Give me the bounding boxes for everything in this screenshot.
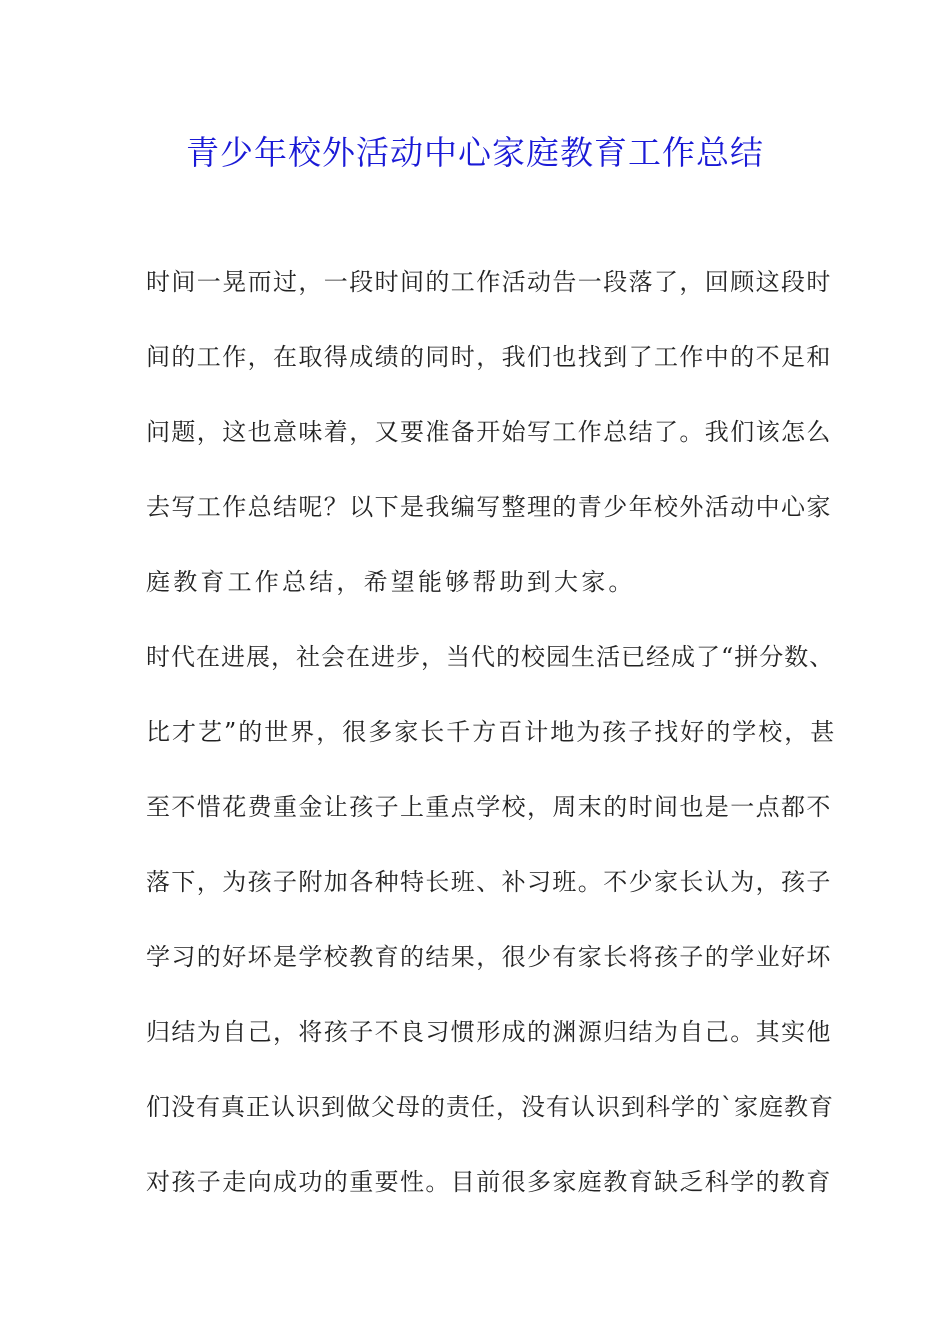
body-line: 时间一晃而过，一段时间的工作活动告一段落了，回顾这段时 [146,268,832,296]
body-line: 比才艺”的世界，很多家长千方百计地为孩子找好的学校，甚 [146,718,837,746]
body-line: 时代在进展，社会在进步，当代的校园生活已经成了“拼分数、 [146,643,835,671]
body-line: 归结为自己，将孩子不良习惯形成的渊源归结为自己。其实他 [146,1018,832,1046]
body-line: 对孩子走向成功的重要性。目前很多家庭教育缺乏科学的教育 [146,1168,832,1196]
body-line: 至不惜花费重金让孩子上重点学校，周末的时间也是一点都不 [146,793,832,821]
body-line: 学习的好坏是学校教育的结果，很少有家长将孩子的学业好坏 [146,943,832,971]
document-title: 青少年校外活动中心家庭教育工作总结 [186,133,764,172]
body-line: 间的工作，在取得成绩的同时，我们也找到了工作中的不足和 [146,343,832,371]
body-line: 问题，这也意味着，又要准备开始写工作总结了。我们该怎么 [146,418,832,446]
body-line: 们没有真正认识到做父母的责任，没有认识到科学的`家庭教育 [146,1093,834,1121]
body-line: 落下，为孩子附加各种特长班、补习班。不少家长认为，孩子 [146,868,832,896]
body-line: 去写工作总结呢？以下是我编写整理的青少年校外活动中心家 [146,493,832,521]
body-line: 庭教育工作总结，希望能够帮助到大家。 [146,568,636,596]
